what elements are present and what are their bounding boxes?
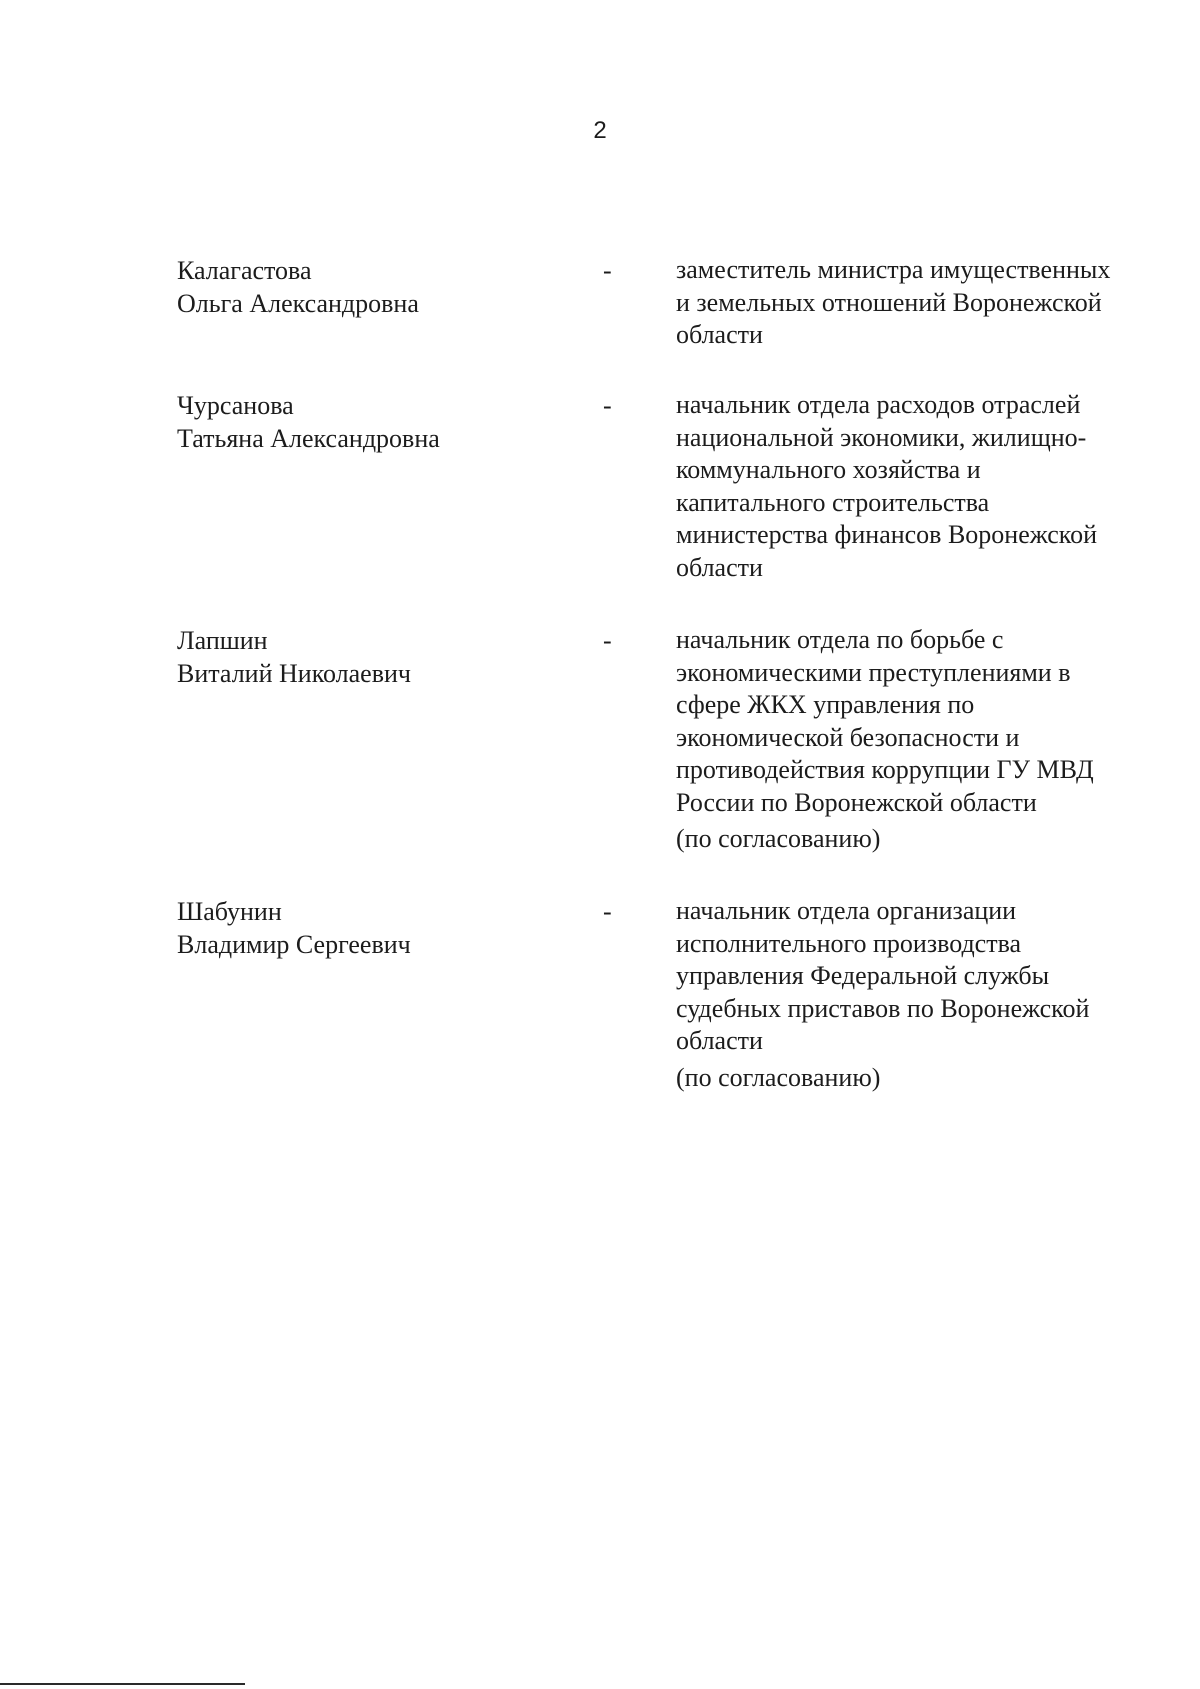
position-line: начальник отдела по борьбе с: [676, 625, 1004, 654]
position-line: и земельных отношений Воронежской: [676, 287, 1102, 317]
member-name: [177, 254, 577, 320]
member-position: [676, 389, 1176, 584]
position-line: капитального строительства: [676, 487, 990, 517]
member-name: [177, 389, 577, 455]
position-line: министерства финансов Воронежской: [676, 520, 1098, 549]
position-line: судебных приставов по Воронежской: [676, 993, 1090, 1023]
position-line: управления Федеральной службы: [676, 961, 1050, 990]
agreement-note: (по согласованию): [676, 824, 881, 853]
position-line: области: [676, 320, 763, 349]
member-name: [177, 895, 577, 961]
member-surname: Лапшин: [177, 626, 268, 655]
member-position: [676, 254, 1176, 352]
page-number: 2: [593, 117, 607, 144]
position-line: национальной экономики, жилищно-: [676, 422, 1087, 452]
position-line: начальник отдела организации: [676, 896, 1017, 925]
separator-dash: -: [603, 897, 612, 926]
separator-dash: -: [603, 256, 612, 285]
member-position: [676, 624, 1176, 856]
position-line: России по Воронежской области: [676, 787, 1037, 817]
member-given-names: Владимир Сергеевич: [177, 930, 411, 959]
position-line: экономическими преступлениями в: [676, 657, 1071, 687]
member-surname: Шабунин: [177, 897, 282, 926]
position-line: области: [676, 1026, 763, 1055]
position-line: области: [676, 552, 763, 582]
member-given-names: Виталий Николаевич: [177, 659, 411, 688]
member-surname: Калагастова: [177, 256, 312, 285]
position-line: коммунального хозяйства и: [676, 455, 981, 484]
position-line: противодействия коррупции ГУ МВД: [676, 755, 1094, 784]
position-line: экономической безопасности и: [676, 722, 1020, 752]
separator-dash: -: [603, 626, 612, 655]
position-line: исполнительного производства: [676, 928, 1022, 958]
member-surname: Чурсанова: [177, 391, 294, 420]
separator-dash: -: [603, 391, 612, 420]
member-name: [177, 624, 577, 690]
member-given-names: Татьяна Александровна: [177, 424, 440, 453]
position-line: заместитель министра имущественных: [676, 255, 1111, 284]
position-line: начальник отдела расходов отраслей: [676, 390, 1081, 419]
scan-edge-line: [0, 1683, 245, 1685]
agreement-note: (по согласованию): [676, 1062, 881, 1092]
member-position: [676, 895, 1176, 1094]
position-line: сфере ЖКХ управления по: [676, 690, 975, 719]
member-given-names: Ольга Александровна: [177, 289, 419, 318]
